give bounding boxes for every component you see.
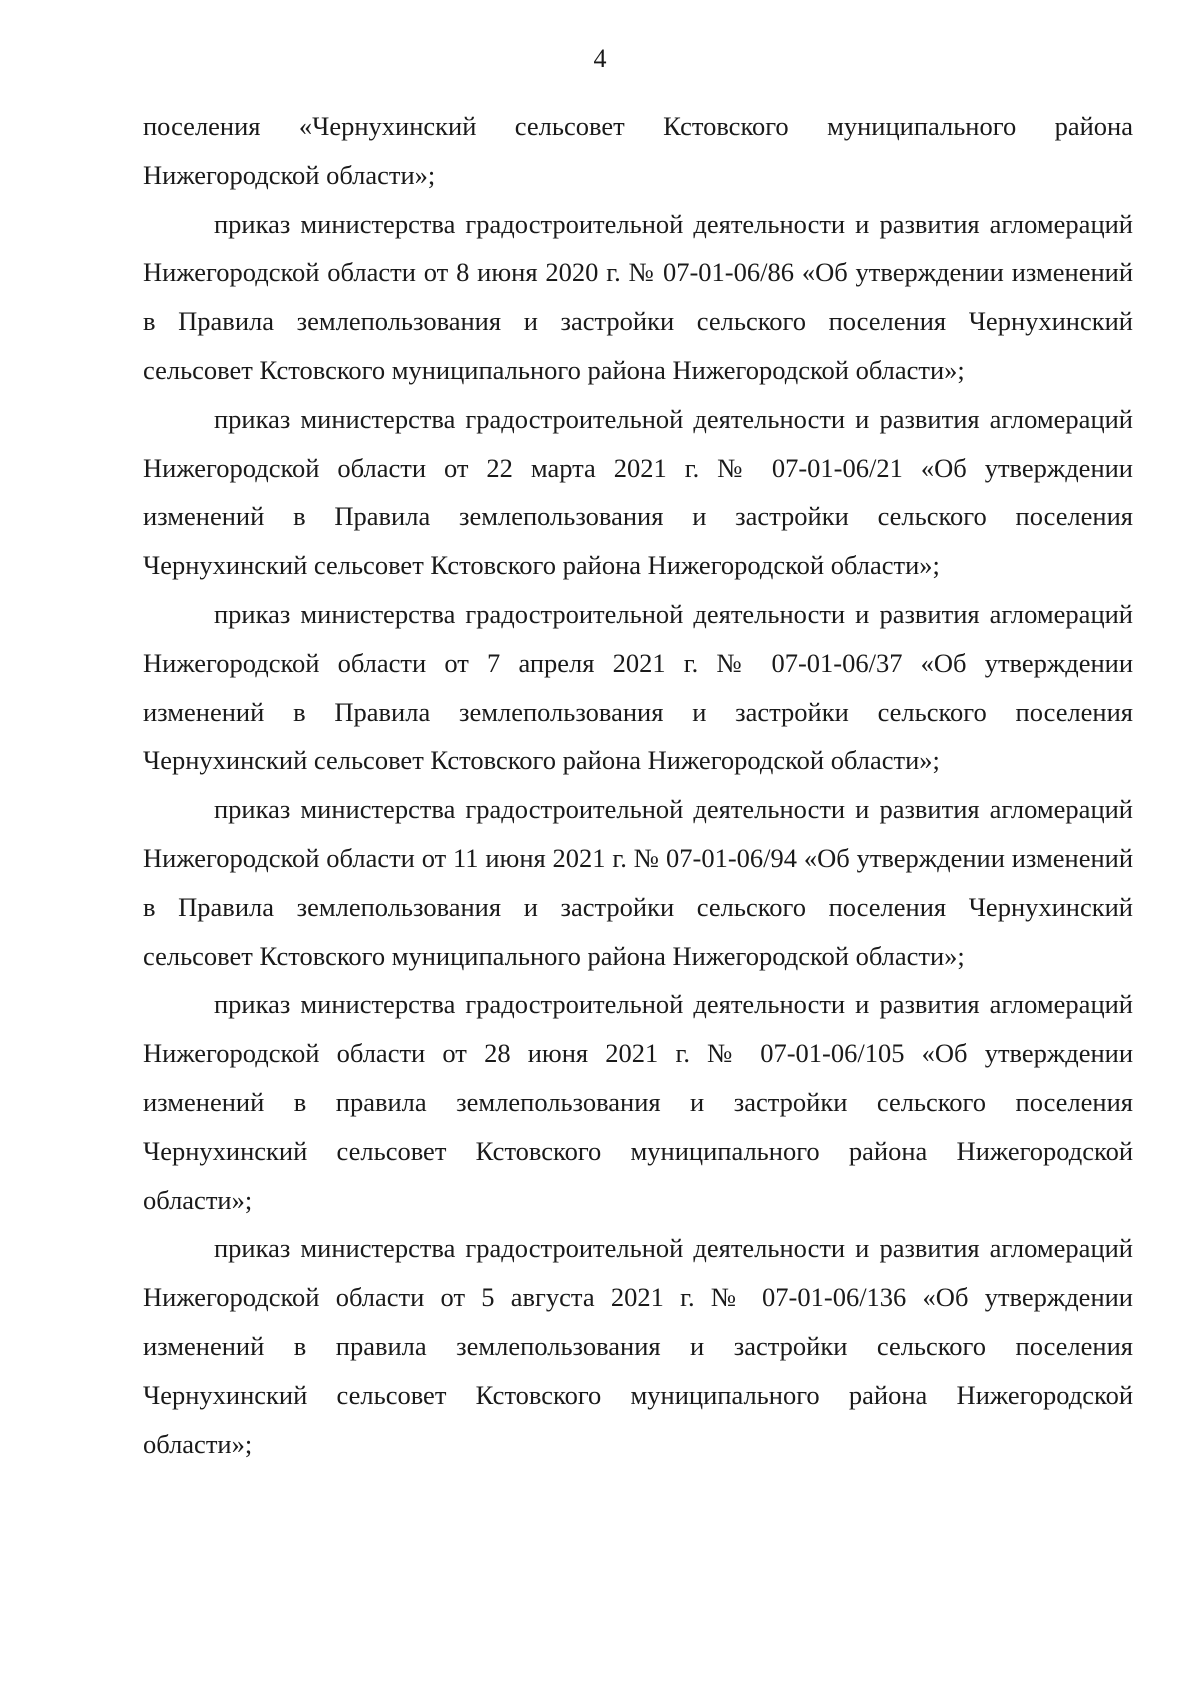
document-body <box>143 102 1133 1468</box>
paragraph-order-2020-06-08: приказ министерства градостроительной деятельности и развития агломераций Нижегородской области от 8 июня 2020 г. № 07-01-06/86 «Об утверждении изменений в Правила землепользования и застройки сельского поселения Чернухинский сельсовет Кстовского муниципального района Нижегородской области»; <box>143 208 1133 385</box>
paragraph-order-2021-04-07: приказ министерства градостроительной деятельности и развития агломераций Нижегородской области от 7 апреля 2021 г. № 07-01-06/37 «Об утверждении изменений в Правила землепользования и застройки сельского поселения Чернухинский сельсовет Кстовского района Нижегородской области»; <box>143 598 1133 776</box>
paragraph-continuation: поселения «Чернухинский сельсовет Кстовского муниципального района Нижегородской области»; <box>143 111 1133 190</box>
paragraph-order-2021-03-22: приказ министерства градостроительной деятельности и развития агломераций Нижегородской области от 22 марта 2021 г. № 07-01-06/21 «Об утверждении изменений в Правила землепользования и застройки сельского поселения Чернухинский сельсовет Кстовского района Нижегородской области»; <box>143 403 1133 581</box>
paragraph-order-2021-08-05: приказ министерства градостроительной деятельности и развития агломераций Нижегородской области от 5 августа 2021 г. № 07-01-06/136 «Об утверждении изменений в правила землепользования и застройки сельского поселения Чернухинский сельсовет Кстовского муниципального района Нижегородской области»; <box>143 1233 1133 1459</box>
page-number: 4 <box>593 44 607 73</box>
paragraph-order-2021-06-11: приказ министерства градостроительной деятельности и развития агломераций Нижегородской области от 11 июня 2021 г. № 07-01-06/94 «Об утверждении изменений в Правила землепользования и застройки сельского поселения Чернухинский сельсовет Кстовского муниципального района Нижегородской области»; <box>143 794 1133 971</box>
paragraph-order-2021-06-28: приказ министерства градостроительной деятельности и развития агломераций Нижегородской области от 28 июня 2021 г. № 07-01-06/105 «Об утверждении изменений в правила землепользования и застройки сельского поселения Чернухинский сельсовет Кстовского муниципального района Нижегородской области»; <box>143 989 1133 1215</box>
